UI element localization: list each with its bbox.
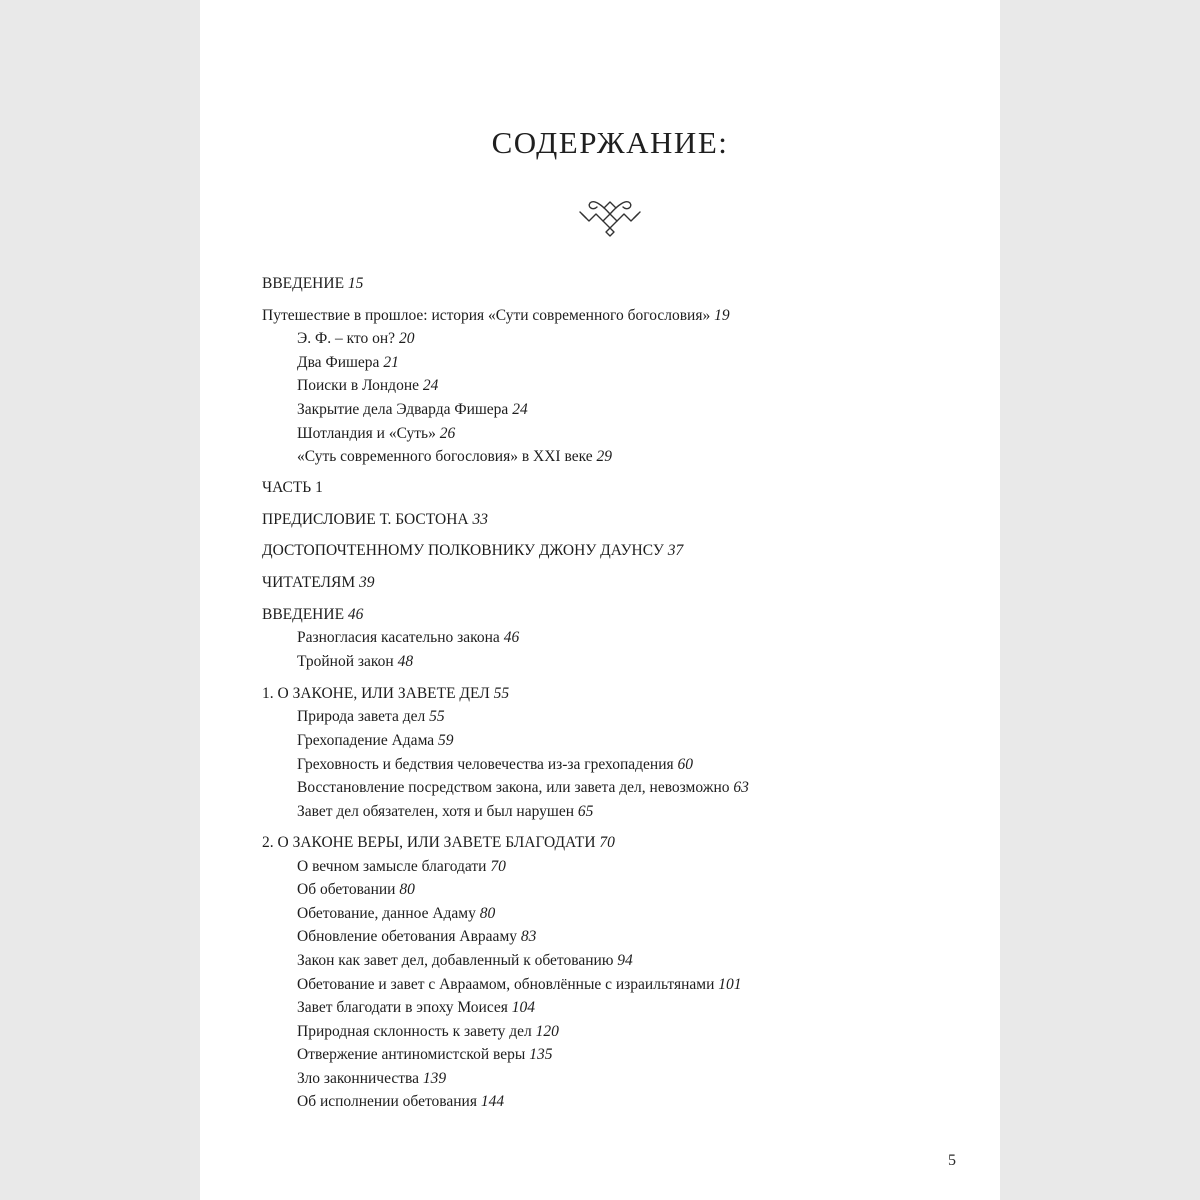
toc-entry <box>297 1069 446 1089</box>
toc-entry <box>297 802 593 822</box>
toc-entry-title: Завет дел обязателен, хотя и был нарушен <box>297 803 575 820</box>
toc-entry-page: 15 <box>347 275 364 292</box>
toc-entry-page: 29 <box>596 448 612 465</box>
toc-entry-title: Завет благодати в эпоху Моисея <box>297 999 508 1016</box>
toc-entry-title: Два Фишера <box>297 354 380 371</box>
toc-entry-title: Отвержение антиномистской веры <box>297 1046 526 1063</box>
toc-entry <box>297 1092 504 1112</box>
toc-entry-page: 65 <box>577 803 594 820</box>
toc-entry-title: Об исполнении обетования <box>297 1093 477 1110</box>
toc-entry-title: ДОСТОПОЧТЕННОМУ ПОЛКОВНИКУ ДЖОНУ ДАУНСУ <box>262 542 664 559</box>
toc-entry <box>297 652 413 672</box>
toc-entry-page: 24 <box>422 377 439 394</box>
toc-entry-page: 83 <box>520 928 537 945</box>
toc-entry <box>262 274 363 294</box>
toc-entry-page: 55 <box>493 685 510 702</box>
toc-entry-page: 39 <box>359 574 375 591</box>
toc-entry <box>297 927 536 947</box>
toc-entry-page: 139 <box>422 1070 447 1087</box>
toc-entry-title: Природа завета дел <box>297 708 426 725</box>
toc-entry-page: 120 <box>535 1023 559 1040</box>
toc-entry-page: 20 <box>398 330 415 347</box>
toc-entry-title: Поиски в Лондоне <box>297 377 419 394</box>
toc-entry-page: 101 <box>718 976 742 993</box>
toc-entry-page: 24 <box>512 401 528 418</box>
toc-entry <box>297 447 612 467</box>
toc-entry-page: 60 <box>677 756 693 773</box>
toc-entry-page: 63 <box>733 779 749 796</box>
toc-entry-title: «Суть современного богословия» в XXI веке <box>297 448 593 465</box>
toc-entry-page: 55 <box>429 708 445 725</box>
toc-entry <box>297 731 454 751</box>
toc-entry-title: Обновление обетования Аврааму <box>297 928 517 945</box>
toc-entry-title: ВВЕДЕНИЕ <box>262 275 345 292</box>
toc-entry <box>262 306 730 326</box>
toc-entry <box>262 833 615 853</box>
toc-entry-page: 21 <box>383 354 399 371</box>
toc-entry <box>262 510 488 530</box>
toc-entry <box>297 424 455 444</box>
toc-entry-page: 70 <box>490 858 506 875</box>
toc-entry-title: Грехопадение Адама <box>297 732 435 749</box>
toc-entry-title: Э. Ф. – кто он? <box>297 330 396 347</box>
toc-entry-title: Об обетовании <box>297 881 396 898</box>
toc-entry <box>297 376 438 396</box>
toc-entry-title: Путешествие в прошлое: история «Сути современного богословия» <box>262 307 711 324</box>
toc-entry-title: О вечном замысле благодати <box>297 858 487 875</box>
toc-entry-page: 33 <box>472 511 488 528</box>
toc-entry-page: 80 <box>399 881 415 898</box>
toc-entry-title: Тройной закон <box>297 653 394 670</box>
toc-entry <box>262 573 375 593</box>
toc-entry-title: Обетование, данное Адаму <box>297 905 476 922</box>
toc-entry-page: 80 <box>479 905 496 922</box>
toc-entry-title: Закрытие дела Эдварда Фишера <box>297 401 509 418</box>
toc-entry-page: 94 <box>617 952 633 969</box>
toc-entry-title: ПРЕДИСЛОВИЕ Т. БОСТОНА <box>262 511 469 528</box>
toc-entry <box>297 880 415 900</box>
toc-entry <box>297 857 506 877</box>
toc-entry-page: 19 <box>714 307 730 324</box>
toc-entry <box>262 478 323 498</box>
toc-entry-title: Восстановление посредством закона, или завета дел, невозможно <box>297 779 730 796</box>
toc-entry-title: Греховность и бедствия человечества из-за грехопадения <box>297 756 674 773</box>
toc-entry-title: Закон как завет дел, добавленный к обетованию <box>297 952 614 969</box>
toc-entry-page: 48 <box>397 653 414 670</box>
toc-entry <box>297 778 749 798</box>
toc-entry <box>297 1022 559 1042</box>
toc-entry-title: Разногласия касательно закона <box>297 629 500 646</box>
book-page <box>200 0 1000 1200</box>
toc-entry <box>262 541 683 561</box>
toc-entry <box>297 329 414 349</box>
toc-entry-page: 144 <box>480 1093 505 1110</box>
toc-entry-page: 59 <box>438 732 454 749</box>
toc-entry <box>297 707 445 727</box>
toc-entry-page: 70 <box>599 834 615 851</box>
toc-entry-page: 26 <box>439 425 456 442</box>
toc-entry-title: ВВЕДЕНИЕ <box>262 606 345 623</box>
toc-entry <box>297 628 519 648</box>
toc-entry-title: Обетование и завет с Авраамом, обновлённые с израильтянами <box>297 976 715 993</box>
toc-entry <box>297 400 528 420</box>
toc-entry-title: Шотландия и «Суть» <box>297 425 436 442</box>
toc-entry <box>297 353 399 373</box>
toc-entry <box>262 684 509 704</box>
toc-entry-page: 135 <box>529 1046 553 1063</box>
toc-entry <box>297 951 633 971</box>
page-title: СОДЕРЖАНИЕ: <box>491 125 729 160</box>
toc-entry <box>297 975 742 995</box>
toc-entry-page: 46 <box>503 629 520 646</box>
toc-entry-page: 37 <box>667 542 684 559</box>
toc-entry-title: ЧИТАТЕЛЯМ <box>262 574 356 591</box>
toc-entry <box>297 755 693 775</box>
decorative-knot-ornament-icon <box>578 194 642 238</box>
toc-entry-page: 46 <box>347 606 364 623</box>
toc-entry-title: Природная склонность к завету дел <box>297 1023 532 1040</box>
toc-entry <box>262 605 363 625</box>
page-number: 5 <box>948 1152 956 1169</box>
toc-entry-title: 2. О ЗАКОНЕ ВЕРЫ, ИЛИ ЗАВЕТЕ БЛАГОДАТИ <box>262 834 596 851</box>
toc-entry-page: 104 <box>511 999 536 1016</box>
toc-entry <box>297 904 495 924</box>
toc-entry-title: 1. О ЗАКОНЕ, ИЛИ ЗАВЕТЕ ДЕЛ <box>262 685 490 702</box>
toc-entry <box>297 998 535 1018</box>
toc-entry-title: ЧАСТЬ 1 <box>262 479 323 496</box>
toc-entry <box>297 1045 552 1065</box>
toc-entry-title: Зло законничества <box>297 1070 420 1087</box>
